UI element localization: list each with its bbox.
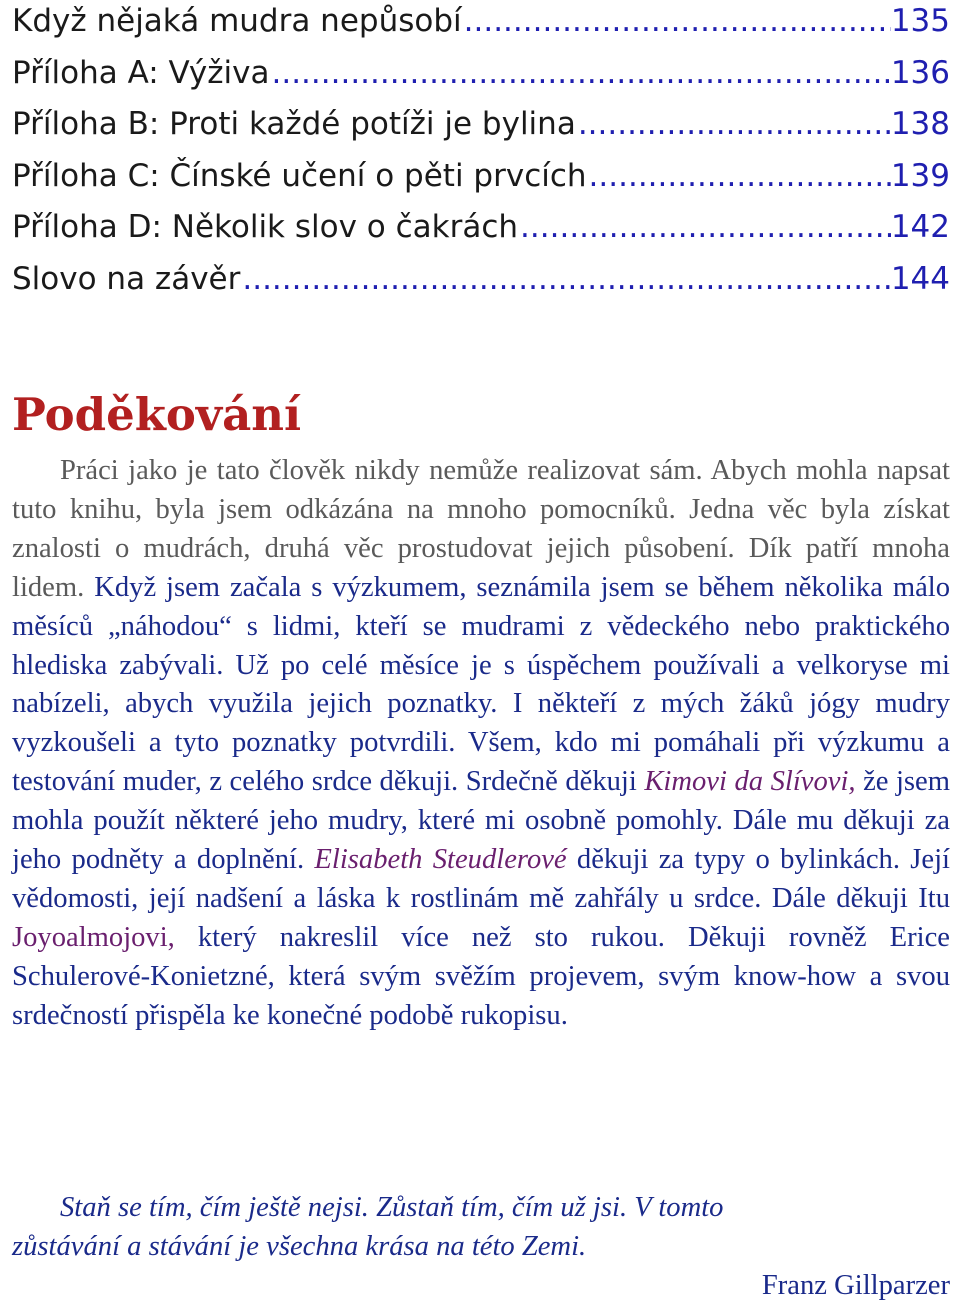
toc-entry[interactable] [12, 254, 950, 306]
table-of-contents [12, 0, 950, 305]
toc-entry-label: Slovo na závěr [12, 260, 241, 297]
toc-entry[interactable] [12, 0, 950, 48]
body-text-segment: že jsem mohla použít některé jeho mudry, které mi osobně pomohly. Dále mu děkuji za jeho podněty a doplnění. [12, 766, 950, 876]
quote-line: zůstávání a stávání je všechna krása na této Zemi. [12, 1231, 587, 1262]
toc-entry-page: 136 [890, 54, 950, 91]
toc-entry-label: Příloha A: Výživa [12, 54, 270, 91]
acknowledgement-paragraph [12, 452, 950, 1036]
toc-entry-label: Příloha D: Několik slov o čakrách [12, 209, 519, 245]
toc-entry-page: 142 [890, 209, 950, 245]
body-text-segment: děkuji za typy o bylinkách. Její vědomosti, její nadšení a láska k rostlinám mě zahřály u srdce. Dále děkuji Itu [12, 844, 950, 914]
toc-entry[interactable] [12, 202, 950, 254]
toc-entry[interactable] [12, 151, 950, 203]
toc-leader-dots [242, 254, 890, 306]
toc-leader-dots [589, 151, 891, 203]
person-name: Joyoalmojovi, [12, 921, 175, 953]
toc-leader-dots [464, 0, 891, 48]
toc-entry-label: Příloha B: Proti každé potíži je bylina [12, 106, 576, 142]
person-name: Elisabeth Steudlerové [314, 844, 567, 876]
toc-entry-page: 135 [890, 3, 950, 39]
toc-entry-page: 139 [890, 157, 950, 194]
toc-entry[interactable] [12, 48, 950, 100]
toc-leader-dots [272, 48, 891, 100]
toc-entry[interactable] [12, 99, 950, 151]
quote-line: Staň se tím, čím ještě nejsi. Zůstaň tím, čím už jsi. V tomto [60, 1192, 724, 1223]
toc-entry-page: 138 [890, 106, 950, 142]
toc-entry-page: 144 [890, 260, 950, 297]
toc-leader-dots [578, 99, 891, 151]
quote-author: Franz Gillparzer [761, 1270, 950, 1301]
intro-text: Práci jako je tato člověk nikdy nemůže realizovat sám. Abych mohla napsat tuto knihu, byla jsem odkázána na mnoho pomocníků. Jedna věc byla získat znalosti o mudrách, druhá věc prostudovat jejich působení. Dík patří mnoha lidem. [12, 455, 950, 603]
toc-entry-label: Když nějaká mudra nepůsobí [12, 3, 462, 39]
section-heading: Poděkování [12, 388, 302, 441]
body-text-segment: Když jsem začala s výzkumem, seznámila jsem se během několika málo měsíců „náhodou“ s lidmi, kteří se mudrami z vědeckého nebo praktického hlediska zabývali. Už po celé měsíce je s úspěchem používali a velkoryse mi nabízeli, abych využila jejich poznatky. I někteří z mých žáků jógy mudry vyzkoušeli a tyto poznatky potvrdili. Všem, kdo mi pomáhali při výzkumu a testování muder, z celého srdce děkuji. Srdečně děkuji [12, 571, 950, 798]
toc-leader-dots [520, 202, 891, 254]
closing-quote [12, 1188, 950, 1266]
body-text-segment: který nakreslil více než sto rukou. Děkuji rovněž Erice Schulerové-Konietzné, která svým svěžím projevem, svým know-how a svou srdečností přispěla ke konečné podobě rukopisu. [12, 921, 950, 1031]
toc-entry-label: Příloha C: Čínské učení o pěti prvcích [12, 157, 587, 194]
person-name: Kimovi da Slívovi, [644, 766, 856, 798]
